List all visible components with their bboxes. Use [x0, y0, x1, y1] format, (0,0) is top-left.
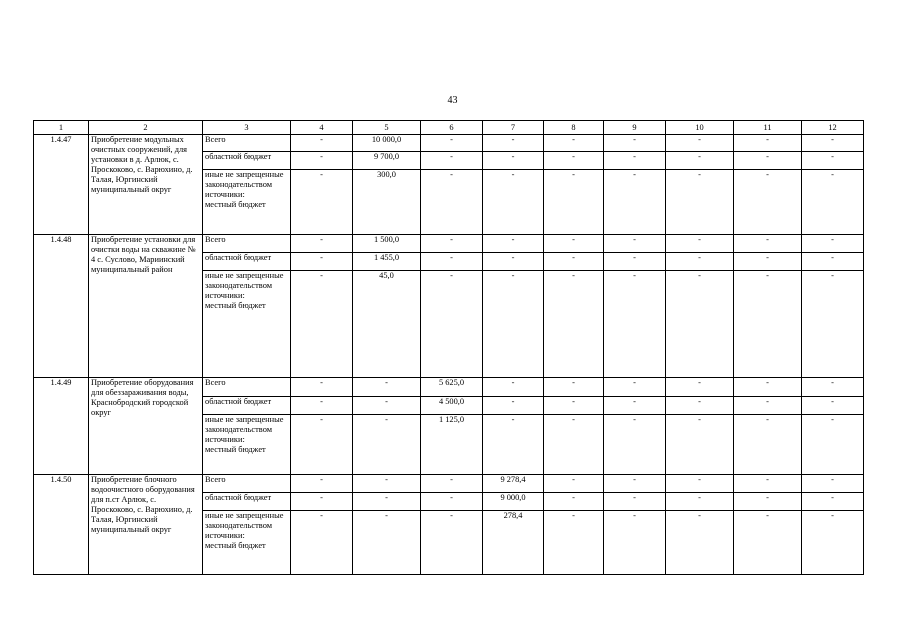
column-header-6: 6 [421, 121, 483, 135]
source-other-cell [203, 511, 291, 575]
total-value: - [802, 378, 864, 397]
total-value: - [604, 475, 666, 493]
local-value: - [421, 511, 483, 575]
local-value: - [483, 170, 544, 235]
item-code: 1.4.48 [34, 235, 89, 378]
total-value: - [421, 135, 483, 152]
regional-value: - [353, 493, 421, 511]
total-value: - [666, 378, 734, 397]
regional-value: - [604, 253, 666, 271]
column-header-5: 5 [353, 121, 421, 135]
budget-table [33, 120, 864, 575]
total-value: - [291, 475, 353, 493]
local-value: - [544, 271, 604, 378]
regional-value: - [291, 493, 353, 511]
local-value: - [483, 271, 544, 378]
regional-value: - [802, 493, 864, 511]
regional-value: 1 455,0 [353, 253, 421, 271]
local-value: - [604, 511, 666, 575]
total-value: 9 278,4 [483, 475, 544, 493]
source-regional-label: областной бюджет [203, 397, 291, 415]
total-value: 10 000,0 [353, 135, 421, 152]
total-value: - [604, 378, 666, 397]
total-value: - [666, 475, 734, 493]
local-value: - [291, 511, 353, 575]
source-total-label: Всего [203, 235, 291, 253]
item-name: Приобретение установки для очистки воды на скважине № 4 с. Суслово, Мариинский муниципальный район [89, 235, 203, 378]
source-other-label: иные не запрещенные законодательством источники: [205, 511, 284, 540]
source-regional-label: областной бюджет [203, 253, 291, 271]
total-value: - [544, 135, 604, 152]
total-value: - [483, 235, 544, 253]
total-value: - [291, 135, 353, 152]
regional-value: - [353, 397, 421, 415]
source-other-cell [203, 415, 291, 475]
regional-value: - [604, 397, 666, 415]
table-row [34, 475, 864, 493]
total-value: - [483, 135, 544, 152]
regional-value: - [802, 253, 864, 271]
local-value: - [666, 415, 734, 475]
total-value: 5 625,0 [421, 378, 483, 397]
local-value: - [666, 170, 734, 235]
total-value: - [734, 235, 802, 253]
regional-value: - [666, 253, 734, 271]
regional-value: - [734, 493, 802, 511]
local-value: - [291, 170, 353, 235]
table-row [34, 135, 864, 152]
regional-value: - [291, 152, 353, 170]
local-value: 300,0 [353, 170, 421, 235]
source-other-cell [203, 170, 291, 235]
column-header-4: 4 [291, 121, 353, 135]
total-value: - [291, 235, 353, 253]
total-value: - [291, 378, 353, 397]
regional-value: - [483, 152, 544, 170]
column-header-10: 10 [666, 121, 734, 135]
column-header-12: 12 [802, 121, 864, 135]
regional-value: - [421, 253, 483, 271]
regional-value: - [544, 397, 604, 415]
total-value: - [544, 235, 604, 253]
regional-value: - [802, 397, 864, 415]
source-local-label: местный бюджет [205, 301, 266, 310]
local-value: - [802, 271, 864, 378]
regional-value: - [544, 493, 604, 511]
regional-value: 4 500,0 [421, 397, 483, 415]
local-value: - [802, 170, 864, 235]
source-local-label: местный бюджет [205, 200, 266, 209]
local-value: 278,4 [483, 511, 544, 575]
regional-value: - [291, 397, 353, 415]
local-value: - [802, 511, 864, 575]
regional-value: 9 700,0 [353, 152, 421, 170]
regional-value: - [802, 152, 864, 170]
regional-value: - [421, 152, 483, 170]
table-header-row [34, 121, 864, 135]
regional-value: - [544, 152, 604, 170]
item-name: Приобретение оборудования для обеззараживания воды, Краснобродский городской округ [89, 378, 203, 475]
local-value: - [734, 511, 802, 575]
column-header-8: 8 [544, 121, 604, 135]
total-value: - [666, 135, 734, 152]
column-header-7: 7 [483, 121, 544, 135]
local-value: - [353, 415, 421, 475]
regional-value: - [666, 397, 734, 415]
local-value: - [421, 271, 483, 378]
total-value: - [802, 235, 864, 253]
total-value: - [421, 475, 483, 493]
source-other-label: иные не запрещенные законодательством источники: [205, 271, 284, 300]
local-value: - [666, 271, 734, 378]
local-value: - [734, 170, 802, 235]
item-code: 1.4.49 [34, 378, 89, 475]
local-value: - [421, 170, 483, 235]
source-total-label: Всего [203, 135, 291, 152]
source-other-label: иные не запрещенные законодательством источники: [205, 170, 284, 199]
local-value: - [544, 511, 604, 575]
local-value: - [604, 271, 666, 378]
item-code: 1.4.47 [34, 135, 89, 235]
local-value: 45,0 [353, 271, 421, 378]
source-local-label: местный бюджет [205, 541, 266, 550]
total-value: - [666, 235, 734, 253]
regional-value: 9 000,0 [483, 493, 544, 511]
local-value: - [802, 415, 864, 475]
column-header-9: 9 [604, 121, 666, 135]
column-header-2: 2 [89, 121, 203, 135]
local-value: - [734, 271, 802, 378]
regional-value: - [666, 152, 734, 170]
column-header-3: 3 [203, 121, 291, 135]
local-value: - [544, 170, 604, 235]
regional-value: - [734, 152, 802, 170]
item-name: Приобретение блочного водоочистного оборудования для п.ст Арлюк, с. Проскоково, с. Варюхино, д. Талая, Юргинский муниципальный округ [89, 475, 203, 575]
total-value: - [734, 378, 802, 397]
total-value: - [353, 378, 421, 397]
local-value: - [544, 415, 604, 475]
total-value: - [544, 475, 604, 493]
table-row [34, 378, 864, 397]
source-regional-label: областной бюджет [203, 493, 291, 511]
local-value: - [483, 415, 544, 475]
regional-value: - [483, 253, 544, 271]
source-regional-label: областной бюджет [203, 152, 291, 170]
regional-value: - [483, 397, 544, 415]
total-value: - [802, 475, 864, 493]
total-value: - [421, 235, 483, 253]
source-total-label: Всего [203, 378, 291, 397]
total-value: - [604, 135, 666, 152]
source-total-label: Всего [203, 475, 291, 493]
total-value: - [734, 135, 802, 152]
local-value: - [353, 511, 421, 575]
item-code: 1.4.50 [34, 475, 89, 575]
total-value: 1 500,0 [353, 235, 421, 253]
table-row [34, 235, 864, 253]
local-value: - [734, 415, 802, 475]
total-value: - [544, 378, 604, 397]
regional-value: - [734, 253, 802, 271]
column-header-1: 1 [34, 121, 89, 135]
local-value: 1 125,0 [421, 415, 483, 475]
regional-value: - [604, 493, 666, 511]
regional-value: - [734, 397, 802, 415]
local-value: - [666, 511, 734, 575]
local-value: - [291, 271, 353, 378]
total-value: - [604, 235, 666, 253]
local-value: - [604, 415, 666, 475]
total-value: - [353, 475, 421, 493]
total-value: - [483, 378, 544, 397]
source-other-label: иные не запрещенные законодательством источники: [205, 415, 284, 444]
item-name: Приобретение модульных очистных сооружений, для установки в д. Арлюк, с. Проскоково, с. Варюхино, д. Талая, Юргинский муниципальный округ [89, 135, 203, 235]
total-value: - [734, 475, 802, 493]
column-header-11: 11 [734, 121, 802, 135]
page-number: 43 [447, 95, 458, 106]
regional-value: - [421, 493, 483, 511]
regional-value: - [544, 253, 604, 271]
local-value: - [291, 415, 353, 475]
regional-value: - [604, 152, 666, 170]
source-local-label: местный бюджет [205, 445, 266, 454]
source-other-cell [203, 271, 291, 378]
regional-value: - [291, 253, 353, 271]
regional-value: - [666, 493, 734, 511]
total-value: - [802, 135, 864, 152]
local-value: - [604, 170, 666, 235]
